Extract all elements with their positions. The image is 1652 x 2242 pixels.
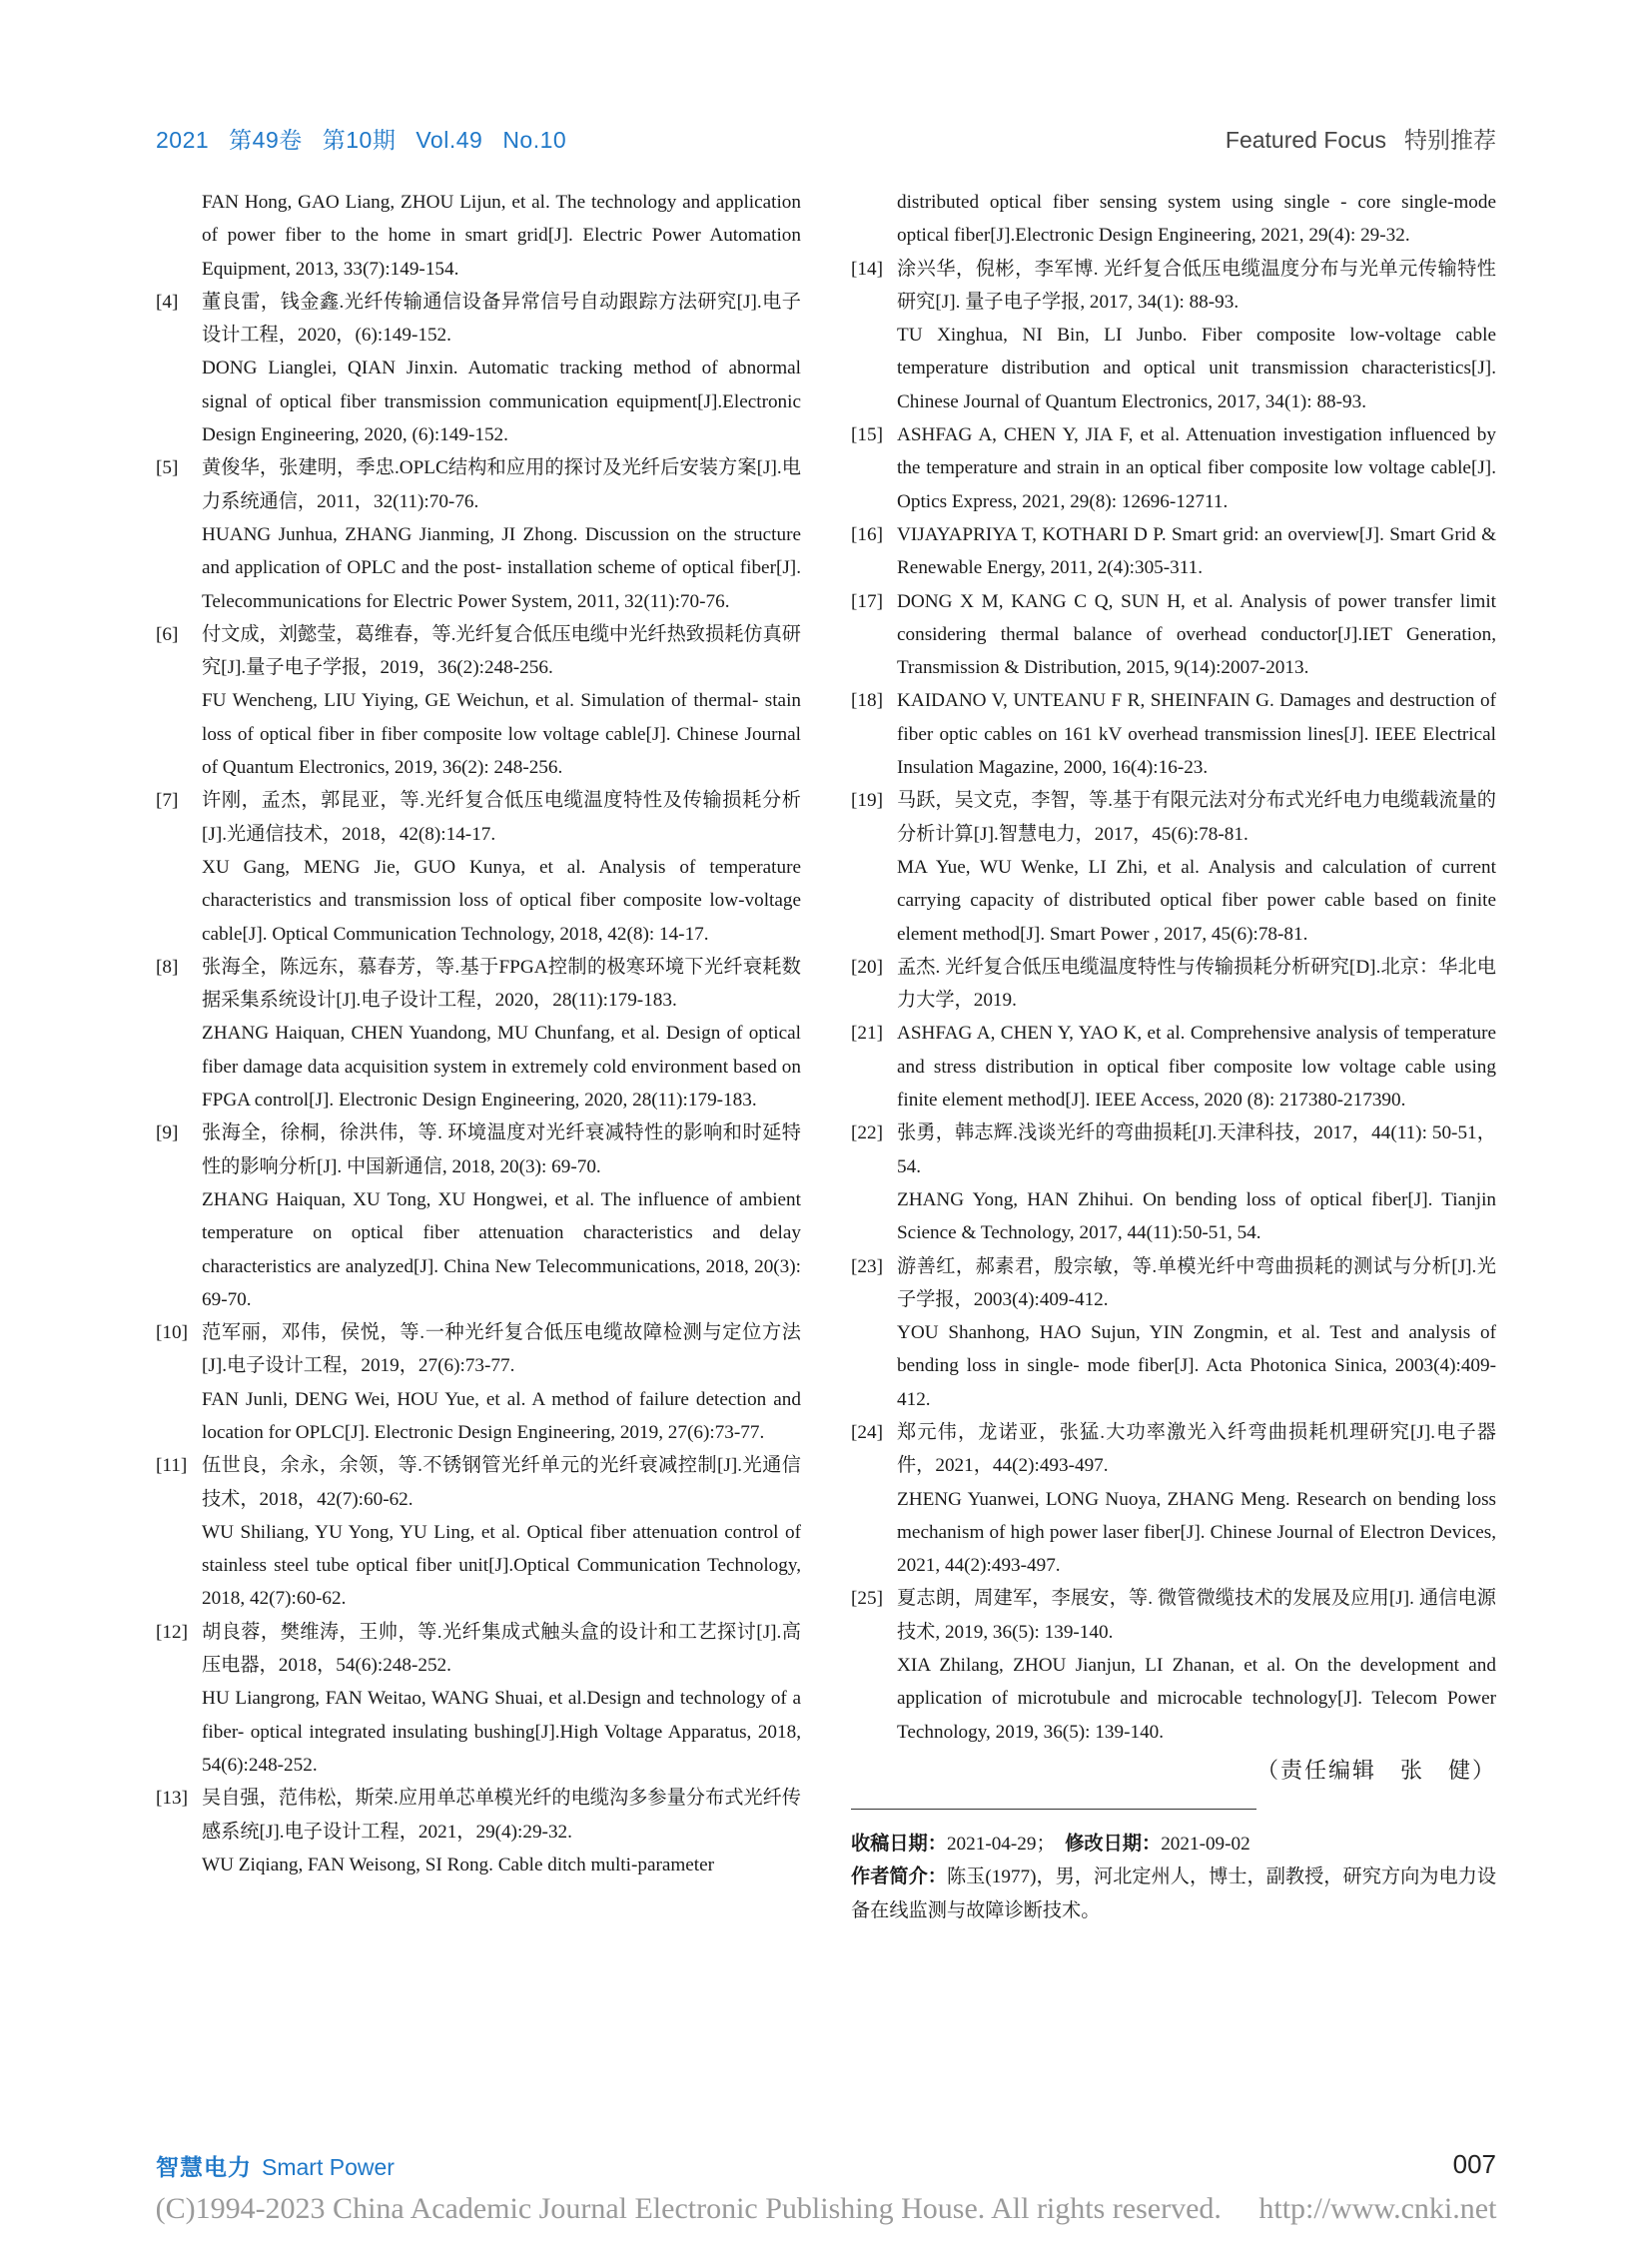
reference-item xyxy=(851,1582,1496,1748)
brand-zh: 智慧电力 xyxy=(156,2154,252,2180)
reference-item xyxy=(851,1250,1496,1416)
reference-text-en: ZHANG Haiquan, CHEN Yuandong, MU Chunfang, et al. Design of optical fiber damage data acquisition system in extremely cold environment based on FPGA control[J]. Electronic Design Engineering, 2020, 28(11):179-183. xyxy=(202,1023,801,1112)
reference-item xyxy=(851,1017,1496,1117)
reference-text-en: FU Wencheng, LIU Yiying, GE Weichun, et al. Simulation of thermal- stain loss of optical fiber in fiber composite low voltage cable[J]. Chinese Journal of Quantum Electronics, 2019, 36(2): 248-256. xyxy=(202,690,801,779)
footnote-divider xyxy=(851,1809,1256,1810)
reference-text: 付文成，刘懿莹，葛维春，等.光纤复合低压电缆中光纤热致损耗仿真研究[J].量子电子学报，2019，36(2):248-256. xyxy=(202,623,801,679)
reference-continuation: FAN Hong, GAO Liang, ZHOU Lijun, et al. The technology and application of power fiber to the home in smart grid[J]. Electric Power Automation Equipment, 2013, 33(7):149-154. xyxy=(202,192,801,280)
reference-text: 董良雷，钱金鑫.光纤传输通信设备异常信号自动跟踪方法研究[J].电子设计工程，2020，(6):149-152. xyxy=(202,291,801,347)
reference-text: 胡良蓉，樊维涛，王帅，等.光纤集成式触头盒的设计和工艺探讨[J].高压电器，2018，54(6):248-252. xyxy=(202,1621,801,1677)
reference-continuation: distributed optical fiber sensing system using single - core single-mode optical fiber[J].Electronic Design Engineering, 2021, 29(4): 29-32. xyxy=(897,192,1496,247)
reference-item xyxy=(156,1616,801,1782)
journal-brand xyxy=(156,2149,395,2182)
reference-item xyxy=(851,418,1496,518)
section-en: Featured Focus xyxy=(1225,127,1386,153)
reference-text-en: TU Xinghua, NI Bin, LI Junbo. Fiber composite low-voltage cable temperature distribution and optical unit transmission characteristics[J]. Chinese Journal of Quantum Electronics, 2017, 34(1): 88-93. xyxy=(897,325,1496,412)
reference-text: VIJAYAPRIYA T, KOTHARI D P. Smart grid: an overview[J]. Smart Grid & Renewable Energy, 2011, 2(4):305-311. xyxy=(897,523,1496,579)
reference-list-left xyxy=(156,286,801,1881)
reference-number: [24] xyxy=(851,1421,883,1443)
reference-text-en: WU Ziqiang, FAN Weisong, SI Rong. Cable ditch multi-parameter xyxy=(202,1854,715,1875)
section-label xyxy=(1208,122,1496,155)
right-column xyxy=(851,186,1496,1927)
reference-text: 吴自强，范伟松，斯荣.应用单芯单模光纤的电缆沟多参量分布式光纤传感系统[J].电子设计工程，2021，29(4):29-32. xyxy=(202,1788,801,1843)
reference-text: 夏志朗，周建军，李展安，等. 微管微缆技术的发展及应用[J]. 通信电源技术, 2019, 36(5): 139-140. xyxy=(897,1588,1496,1643)
reference-text: ASHFAG A, CHEN Y, JIA F, et al. Attenuation investigation influenced by the temperature and strain in an optical fiber composite low voltage cable[J]. Optics Express, 2021, 29(8): 12696-12711. xyxy=(897,424,1496,512)
issue-info xyxy=(156,122,586,155)
reference-text: 许刚，孟杰，郭昆亚，等.光纤复合低压电缆温度特性及传输损耗分析[J].光通信技术，2018，42(8):14-17. xyxy=(202,790,801,845)
reference-text: 涂兴华，倪彬，李军博. 光纤复合低压电缆温度分布与光单元传输特性研究[J]. 量子电子学报, 2017, 34(1): 88-93. xyxy=(897,258,1496,313)
reference-item xyxy=(851,1416,1496,1582)
reference-text-en: YOU Shanhong, HAO Sujun, YIN Zongmin, et al. Test and analysis of bending loss in single- mode fiber[J]. Acta Photonica Sinica, 2003(4):409-412. xyxy=(897,1322,1496,1410)
reference-text-en: ZHANG Yong, HAN Zhihui. On bending loss of optical fiber[J]. Tianjin Science & Technology, 2017, 44(11):50-51, 54. xyxy=(897,1188,1496,1244)
reference-item xyxy=(156,451,801,617)
reference-list-right xyxy=(851,253,1496,1749)
reference-number: [15] xyxy=(851,424,883,446)
reference-text: 郑元伟，龙诺亚，张猛.大功率激光入纤弯曲损耗机理研究[J].电子器件，2021，44(2):493-497. xyxy=(897,1421,1496,1477)
reference-item xyxy=(156,1117,801,1316)
reference-item xyxy=(156,784,801,950)
issue-zh: 第10期 xyxy=(322,127,397,153)
brand-en: Smart Power xyxy=(262,2154,395,2180)
reference-text: 范军丽，邓伟，侯悦，等.一种光纤复合低压电缆故障检测与定位方法[J].电子设计工程，2019，27(6):73-77. xyxy=(202,1322,801,1377)
reference-item xyxy=(851,518,1496,585)
reference-number: [23] xyxy=(851,1255,883,1277)
issue-en: No.10 xyxy=(502,127,567,153)
responsible-editor: （责任编辑 张 健） xyxy=(1255,1757,1496,1783)
page-number: 007 xyxy=(1452,2149,1496,2179)
reference-text-en: HUANG Junhua, ZHANG Jianming, JI Zhong. Discussion on the structure and application of OPLC and the post- installation scheme of optical fiber[J]. Telecommunications for Electric Power System, 2011, 32(11):70-76. xyxy=(202,523,801,612)
reference-number: [25] xyxy=(851,1588,883,1610)
volume-en: Vol.49 xyxy=(415,127,483,153)
reference-number: [9] xyxy=(156,1122,179,1144)
reference-item xyxy=(156,618,801,784)
reference-item xyxy=(156,951,801,1117)
reference-text-en: FAN Junli, DENG Wei, HOU Yue, et al. A method of failure detection and location for OPLC[J]. Electronic Design Engineering, 2019, 27(6):73-77. xyxy=(202,1388,801,1443)
reference-text: 伍世良，余永，余领，等.不锈钢管光纤单元的光纤衰减控制[J].光通信技术，2018，42(7):60-62. xyxy=(202,1455,801,1510)
reference-number: [17] xyxy=(851,590,883,612)
reference-number: [5] xyxy=(156,457,179,479)
reference-number: [12] xyxy=(156,1621,188,1643)
reference-item xyxy=(851,253,1496,418)
reference-item xyxy=(851,585,1496,685)
reference-number: [6] xyxy=(156,623,179,645)
reference-number: [21] xyxy=(851,1023,883,1045)
reference-item xyxy=(156,1316,801,1449)
reference-item xyxy=(851,784,1496,950)
section-zh: 特别推荐 xyxy=(1404,127,1496,153)
reference-number: [4] xyxy=(156,291,179,313)
reference-text: 张海全，徐桐，徐洪伟，等. 环境温度对光纤衰减特性的影响和时延特性的影响分析[J]. 中国新通信, 2018, 20(3): 69-70. xyxy=(202,1122,801,1177)
reference-text: 张海全，陈远东，慕春芳，等.基于FPGA控制的极寒环境下光纤衰耗数据采集系统设计[J].电子设计工程，2020，28(11):179-183. xyxy=(202,956,801,1012)
reference-number: [11] xyxy=(156,1455,188,1477)
reference-number: [22] xyxy=(851,1122,883,1144)
reference-text-en: XIA Zhilang, ZHOU Jianjun, LI Zhanan, et al. On the development and application of microtubule and microcable technology[J]. Telecom Power Technology, 2019, 36(5): 139-140. xyxy=(897,1655,1496,1743)
copyright-watermark: (C)1994-2023 China Academic Journal Electronic Publishing House. All rights reserved. http://www.cnki.net xyxy=(155,2192,1497,2225)
reference-number: [7] xyxy=(156,790,179,812)
author-bio: 作者简介：陈玉(1977)，男，河北定州人，博士，副教授，研究方向为电力设备在线监测与故障诊断技术。 xyxy=(851,1867,1497,1921)
reference-text-en: ZHANG Haiquan, XU Tong, XU Hongwei, et al. The influence of ambient temperature on optical fiber attenuation characteristics and delay characteristics are analyzed[J]. China New Telecommunications, 2018, 20(3): 69-70. xyxy=(202,1188,801,1310)
reference-text-en: HU Liangrong, FAN Weitao, WANG Shuai, et al.Design and technology of a fiber- optical integrated insulating bushing[J].High Voltage Apparatus, 2018, 54(6):248-252. xyxy=(202,1688,801,1776)
reference-item xyxy=(156,286,801,451)
reference-text-en: DONG Lianglei, QIAN Jinxin. Automatic tracking method of abnormal signal of optical fiber transmission communication equipment[J].Electronic Design Engineering, 2020, (6):149-152. xyxy=(202,358,801,446)
reference-text: KAIDANO V, UNTEANU F R, SHEINFAIN G. Damages and destruction of fiber optic cables on 161 kV overhead transmission lines[J]. IEEE Electrical Insulation Magazine, 2000, 16(4):16-23. xyxy=(897,690,1496,779)
reference-item xyxy=(156,1449,801,1615)
reference-text-en: ZHENG Yuanwei, LONG Nuoya, ZHANG Meng. Research on bending loss mechanism of high power laser fiber[J]. Chinese Journal of Electron Devices, 2021, 44(2):493-497. xyxy=(897,1488,1496,1577)
reference-text: 孟杰. 光纤复合低压电缆温度特性与传输损耗分析研究[D].北京：华北电力大学，2019. xyxy=(897,956,1496,1012)
reference-text: DONG X M, KANG C Q, SUN H, et al. Analysis of power transfer limit considering thermal balance of overhead conductor[J].IET Generation, Transmission & Distribution, 2015, 9(14):2007-2013. xyxy=(897,590,1496,679)
volume-zh: 第49卷 xyxy=(229,127,303,153)
running-header xyxy=(156,118,1496,158)
reference-text: ASHFAG A, CHEN Y, YAO K, et al. Comprehensive analysis of temperature and stress distribution in optical fiber composite low voltage cable using finite element method[J]. IEEE Access, 2020 (8): 217380-217390. xyxy=(897,1023,1496,1112)
reference-item xyxy=(851,1117,1496,1249)
reference-text: 马跃，吴文克，李智，等.基于有限元法对分布式光纤电力电缆载流量的分析计算[J].智慧电力，2017，45(6):78-81. xyxy=(897,790,1496,845)
reference-item xyxy=(851,684,1496,784)
received-dates: 收稿日期：2021-04-29； 修改日期：2021-09-02 xyxy=(851,1833,1250,1855)
reference-text: 张勇，韩志辉.浅谈光纤的弯曲损耗[J].天津科技，2017，44(11): 50-51，54. xyxy=(897,1122,1496,1177)
reference-text-en: XU Gang, MENG Jie, GUO Kunya, et al. Analysis of temperature characteristics and transmission loss of optical fiber composite low-voltage cable[J]. Optical Communication Technology, 2018, 42(8): 14-17. xyxy=(202,856,801,945)
reference-number: [20] xyxy=(851,956,883,978)
reference-number: [10] xyxy=(156,1322,188,1344)
reference-number: [13] xyxy=(156,1788,188,1810)
reference-number: [14] xyxy=(851,258,883,280)
reference-text: 黄俊华，张建明，季忠.OPLC结构和应用的探讨及光纤后安装方案[J].电力系统通信，2011，32(11):70-76. xyxy=(202,457,801,512)
year: 2021 xyxy=(156,127,210,153)
reference-number: [16] xyxy=(851,523,883,545)
reference-number: [18] xyxy=(851,690,883,712)
reference-text-en: WU Shiliang, YU Yong, YU Ling, et al. Optical fiber attenuation control of stainless steel tube optical fiber unit[J].Optical Communication Technology, 2018, 42(7):60-62. xyxy=(202,1521,801,1610)
reference-text: 游善红，郝素君，殷宗敏，等.单模光纤中弯曲损耗的测试与分析[J].光子学报，2003(4):409-412. xyxy=(897,1255,1496,1310)
reference-item xyxy=(156,1782,801,1881)
reference-text-en: MA Yue, WU Wenke, LI Zhi, et al. Analysis and calculation of current carrying capacity of distributed optical fiber power cable based on finite element method[J]. Smart Power , 2017, 45(6):78-81. xyxy=(897,856,1496,945)
reference-number: [19] xyxy=(851,790,883,812)
left-column xyxy=(156,186,801,1881)
reference-item xyxy=(851,951,1496,1018)
reference-number: [8] xyxy=(156,956,179,978)
